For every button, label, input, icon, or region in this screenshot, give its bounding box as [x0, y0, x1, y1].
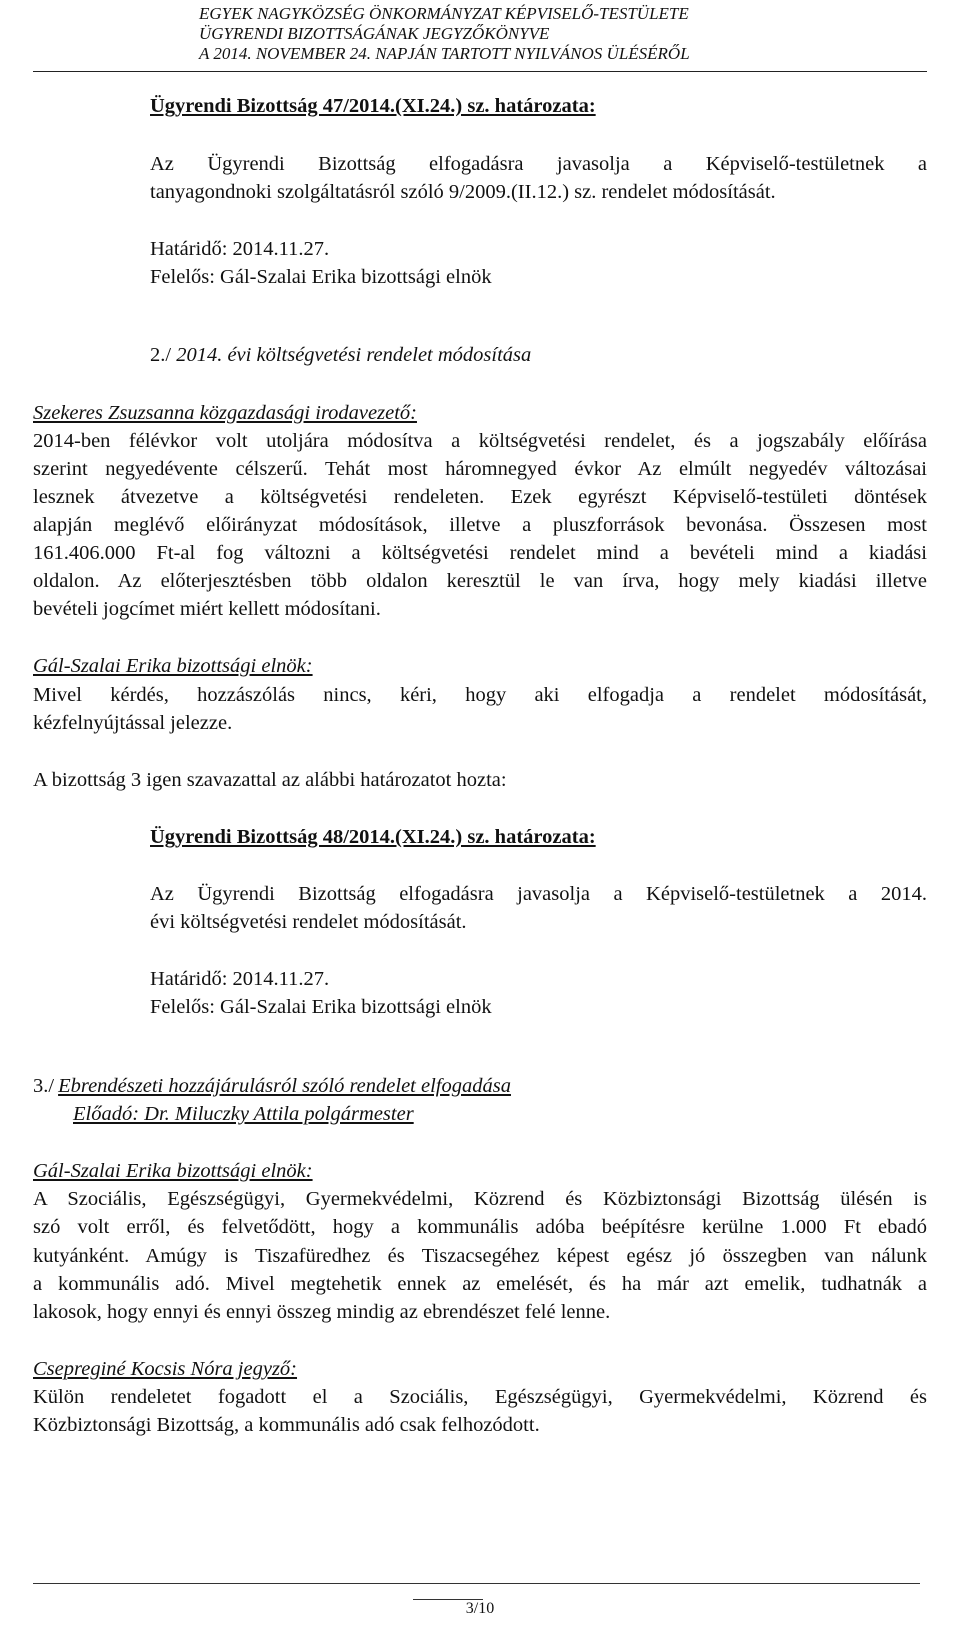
resolution-47-deadline: Határidő: 2014.11.27.	[150, 238, 330, 260]
resolution-47-text-line-2: tanyagondnoki szolgáltatásról szóló 9/2009.(II.12.) sz. rendelet módosítását.	[150, 181, 776, 203]
speaker-csepregine: Csepreginé Kocsis Nóra jegyző:	[33, 1358, 298, 1380]
speech-gal-szalai-2-line-2: szó volt erről, és felvetődött, hogy a kommunális adóba beépítésre kerülne 1.000 Ft ebadó	[33, 1216, 927, 1238]
header-line-1: EGYEK NAGYKÖZSÉG ÖNKORMÁNYZAT KÉPVISELŐ-TESTÜLETE	[199, 4, 689, 23]
page-number: 3/10	[465, 1600, 495, 1617]
document-header	[199, 4, 750, 64]
speaker-gal-szalai-1: Gál-Szalai Erika bizottsági elnök:	[33, 655, 313, 677]
resolution-48-responsible: Felelős: Gál-Szalai Erika bizottsági elnök	[150, 996, 492, 1018]
resolution-47-responsible: Felelős: Gál-Szalai Erika bizottsági elnök	[150, 266, 492, 288]
resolution-47-text-line-1: Az Ügyrendi Bizottság elfogadásra javasolja a Képviselő-testületnek a	[150, 153, 927, 175]
speech-szekeres-line-2: szerint negyedévente célszerű. Tehát most háromnegyed évkor Az elmúlt negyedév változásai	[33, 458, 927, 480]
resolution-48-title: Ügyrendi Bizottság 48/2014.(XI.24.) sz. határozata:	[150, 826, 596, 848]
speech-gal-szalai-2-line-1: A Szociális, Egészségügyi, Gyermekvédelmi, Közrend és Közbiztonsági Bizottság ülésén is	[33, 1188, 927, 1210]
agenda-item-3-presenter: Előadó: Dr. Miluczky Attila polgármester	[73, 1103, 414, 1125]
speech-szekeres-line-3: lesznek átvezetve a költségvetési rendeleten. Ezek egyrészt Képviselő-testületi döntések	[33, 486, 927, 508]
speech-gal-szalai-2-line-4: a kommunális adó. Mivel megtehetik ennek az emelését, és ha már azt emelik, tudhatnák a	[33, 1273, 927, 1295]
header-line-3: A 2014. NOVEMBER 24. NAPJÁN TARTOTT NYILVÁNOS ÜLÉSÉRŐL	[199, 44, 690, 63]
speech-szekeres-line-7: bevételi jogcímet miért kellett módosítani.	[33, 598, 381, 620]
speech-szekeres-line-5: 161.406.000 Ft-al fog változni a költségvetési rendelet mind a bevételi mind a kiadási	[33, 542, 927, 564]
resolution-48-deadline: Határidő: 2014.11.27.	[150, 968, 330, 990]
agenda-item-3-title: Ebrendészeti hozzájárulásról szóló rendelet elfogadása	[58, 1075, 511, 1097]
agenda-item-3-heading	[33, 1072, 927, 1101]
agenda-item-3-number: 3./	[33, 1075, 55, 1097]
agenda-item-2-title: 2014. évi költségvetési rendelet módosítása	[176, 344, 532, 366]
speech-gal-szalai-2-line-5: lakosok, hogy ennyi és ennyi összeg mindig az ebrendészet felé lenne.	[33, 1301, 611, 1323]
speaker-szekeres: Szekeres Zsuzsanna közgazdasági irodavezető:	[33, 402, 417, 424]
header-line-2: ÜGYRENDI BIZOTTSÁGÁNAK JEGYZŐKÖNYVE	[199, 24, 550, 43]
resolution-48-text-line-1: Az Ügyrendi Bizottság elfogadásra javasolja a Képviselő-testületnek a 2014.	[150, 883, 927, 905]
header-divider	[33, 71, 927, 72]
resolution-48-text-line-2: évi költségvetési rendelet módosítását.	[150, 911, 467, 933]
vote-result: A bizottság 3 igen szavazattal az alábbi határozatot hozta:	[33, 769, 507, 791]
speech-csepregine-line-2: Közbiztonsági Bizottság, a kommunális adó csak felhozódott.	[33, 1414, 540, 1436]
speech-gal-szalai-1-line-1: Mivel kérdés, hozzászólás nincs, kéri, hogy aki elfogadja a rendelet módosítását,	[33, 684, 927, 706]
speech-csepregine-line-1: Külön rendeletet fogadott el a Szociális, Egészségügyi, Gyermekvédelmi, Közrend és	[33, 1386, 927, 1408]
footer-divider	[33, 1583, 920, 1584]
speech-gal-szalai-2-line-3: kutyánként. Amúgy is Tiszafüredhez és Tiszacsegéhez képest egész jó összegben van nálunk	[33, 1245, 927, 1267]
agenda-item-2-number: 2./	[150, 344, 172, 366]
speech-szekeres-line-6: oldalon. Az előterjesztésben több oldalon keresztül le van írva, hogy mely kiadási illetve	[33, 570, 927, 592]
speaker-gal-szalai-2: Gál-Szalai Erika bizottsági elnök:	[33, 1160, 313, 1182]
speech-gal-szalai-1-line-2: kézfelnyújtással jelezze.	[33, 712, 233, 734]
speech-szekeres-line-4: alapján meglévő előirányzat módosítások, illetve a pluszforrások bevonása. Összesen most	[33, 514, 927, 536]
resolution-47-title: Ügyrendi Bizottság 47/2014.(XI.24.) sz. határozata:	[150, 95, 596, 117]
speech-szekeres-line-1: 2014-ben félévkor volt utoljára módosítva a költségvetési rendelet, és a jogszabály előírása	[33, 430, 927, 452]
agenda-item-2-heading	[150, 341, 927, 370]
